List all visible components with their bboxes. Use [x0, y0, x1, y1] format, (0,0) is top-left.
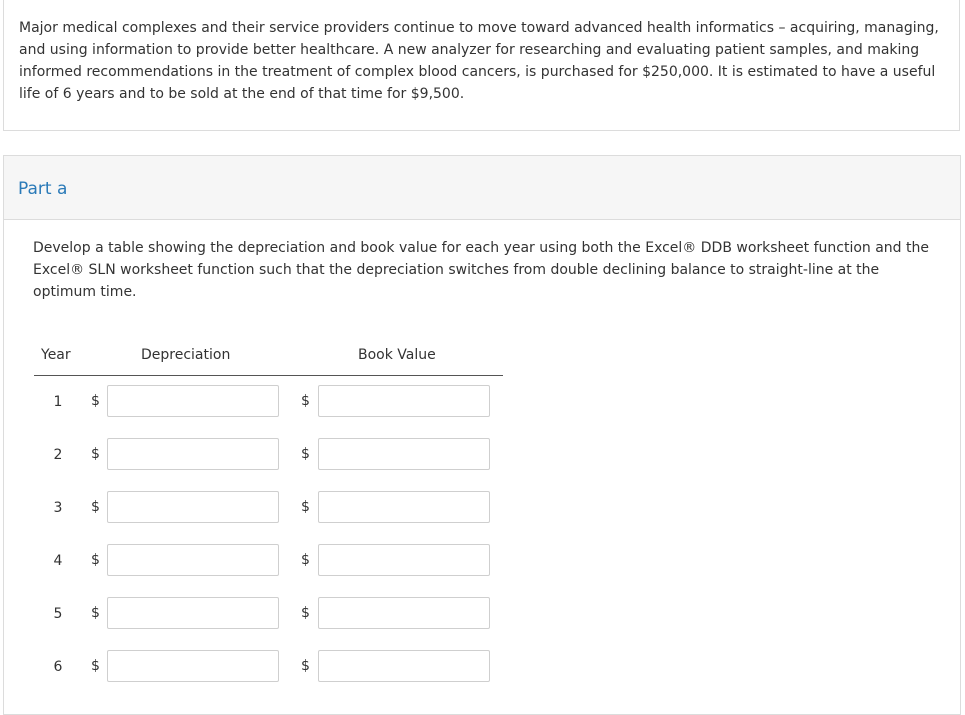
- currency-symbol: $: [301, 393, 310, 409]
- currency-symbol: $: [301, 499, 310, 515]
- currency-symbol: $: [91, 658, 100, 674]
- depreciation-input-year-1[interactable]: [107, 385, 279, 417]
- currency-symbol: $: [301, 658, 310, 674]
- book-value-input-year-6[interactable]: [318, 650, 490, 682]
- year-number: 2: [53, 447, 63, 463]
- problem-statement-text: Major medical complexes and their service providers continue to move toward advanced health informatics – acquiring, managing, and using information to provide better healthcare. A new analyzer for researching and evaluating patient samples, and making informed recommendations in the treatment of complex blood cancers, is purchased for $250,000. It is estimated to have a useful life of 6 years and to be sold at the end of that time for $9,500.: [19, 20, 939, 102]
- year-number: 1: [53, 394, 63, 410]
- depreciation-input-year-6[interactable]: [107, 650, 279, 682]
- problem-statement-box: [3, 0, 960, 131]
- depreciation-input-year-4[interactable]: [107, 544, 279, 576]
- year-number: 5: [53, 606, 63, 622]
- part-instructions: Develop a table showing the depreciation and book value for each year using both the Excel® DDB worksheet function and the Excel® SLN worksheet function such that the depreciation switches from double declining balance to straight-line at the optimum time.: [33, 240, 929, 300]
- currency-symbol: $: [301, 552, 310, 568]
- table-row: [4, 544, 524, 578]
- table-row: [4, 597, 524, 631]
- currency-symbol: $: [91, 552, 100, 568]
- book-value-input-year-2[interactable]: [318, 438, 490, 470]
- book-value-input-year-3[interactable]: [318, 491, 490, 523]
- currency-symbol: $: [91, 605, 100, 621]
- book-value-input-year-4[interactable]: [318, 544, 490, 576]
- table-row: [4, 650, 524, 684]
- part-a-header: [4, 156, 960, 220]
- year-number: 6: [53, 659, 63, 675]
- currency-symbol: $: [301, 605, 310, 621]
- table-row: [4, 438, 524, 472]
- depreciation-input-year-5[interactable]: [107, 597, 279, 629]
- table-row: [4, 491, 524, 525]
- part-title: Part a: [18, 179, 68, 199]
- depreciation-column-header: Depreciation: [141, 347, 231, 363]
- currency-symbol: $: [91, 499, 100, 515]
- header-divider: [34, 375, 503, 376]
- year-number: 4: [53, 553, 63, 569]
- book-value-input-year-5[interactable]: [318, 597, 490, 629]
- depreciation-input-year-3[interactable]: [107, 491, 279, 523]
- year-column-header: Year: [41, 347, 71, 363]
- table-row: [4, 385, 524, 419]
- year-number: 3: [53, 500, 63, 516]
- currency-symbol: $: [91, 446, 100, 462]
- book-value-input-year-1[interactable]: [318, 385, 490, 417]
- currency-symbol: $: [91, 393, 100, 409]
- depreciation-input-year-2[interactable]: [107, 438, 279, 470]
- currency-symbol: $: [301, 446, 310, 462]
- part-a-panel: [3, 155, 961, 715]
- book-value-column-header: Book Value: [358, 347, 436, 363]
